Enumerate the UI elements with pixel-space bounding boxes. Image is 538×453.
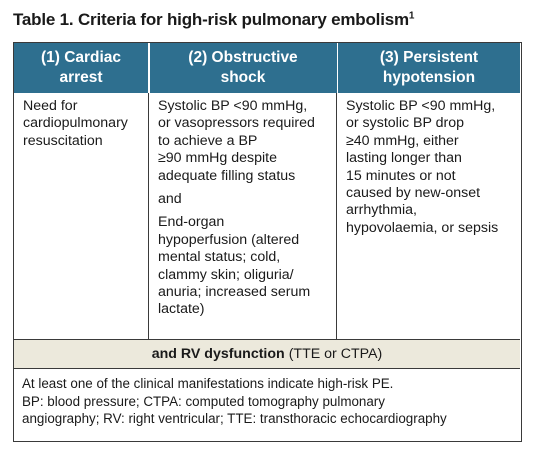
title-superscript: 1 bbox=[408, 10, 415, 22]
footnote-line: At least one of the clinical manifestations indicate high-risk PE. bbox=[22, 376, 394, 391]
criterion-text: Need for cardiopulmonary resuscitation bbox=[23, 98, 128, 149]
cell-persistent-hypotension bbox=[337, 93, 519, 339]
header-persistent-hypotension: (3) Persistent hypotension bbox=[379, 49, 479, 86]
header-cardiac-arrest: (1) Cardiac arrest bbox=[40, 49, 122, 86]
table-footnote bbox=[22, 375, 514, 428]
criterion-text: End-organ hypoperfusion (altered mental status; cold, clammy skin; oliguria/ anuria; increased serum lactate) bbox=[158, 214, 311, 318]
footnote-line: angiography; RV: right ventricular; TTE: transthoracic echocardiography bbox=[22, 411, 447, 427]
criterion-text: Systolic BP <90 mmHg, or systolic BP drop ≥40 mmHg, either lasting longer than 15 minutes or not caused by new-onset arrhythmia, hypovolaemia, or sepsis bbox=[346, 98, 499, 236]
rv-dysfunction-method: (TTE or CTPA) bbox=[288, 346, 383, 362]
conjunction-text: and bbox=[158, 191, 182, 208]
criterion-text: Systolic BP <90 mmHg, or vasopressors required to achieve a BP ≥90 mmHg despite adequate filling status bbox=[158, 98, 315, 184]
header-obstructive-shock: (2) Obstructive shock bbox=[188, 49, 298, 86]
table-title: Table 1. Criteria for high-risk pulmonary embolism$^1$ bbox=[13, 10, 415, 29]
rv-dysfunction-label: and RV dysfunction bbox=[151, 346, 285, 362]
criteria-table bbox=[13, 42, 522, 442]
footnote-line: BP: blood pressure; CTPA: computed tomography pulmonary bbox=[22, 393, 385, 409]
rv-dysfunction-row bbox=[14, 340, 520, 369]
table-header-row bbox=[14, 43, 520, 93]
cell-cardiac-arrest bbox=[14, 93, 148, 339]
table-body-row bbox=[14, 93, 520, 340]
cell-obstructive-shock bbox=[149, 93, 336, 339]
